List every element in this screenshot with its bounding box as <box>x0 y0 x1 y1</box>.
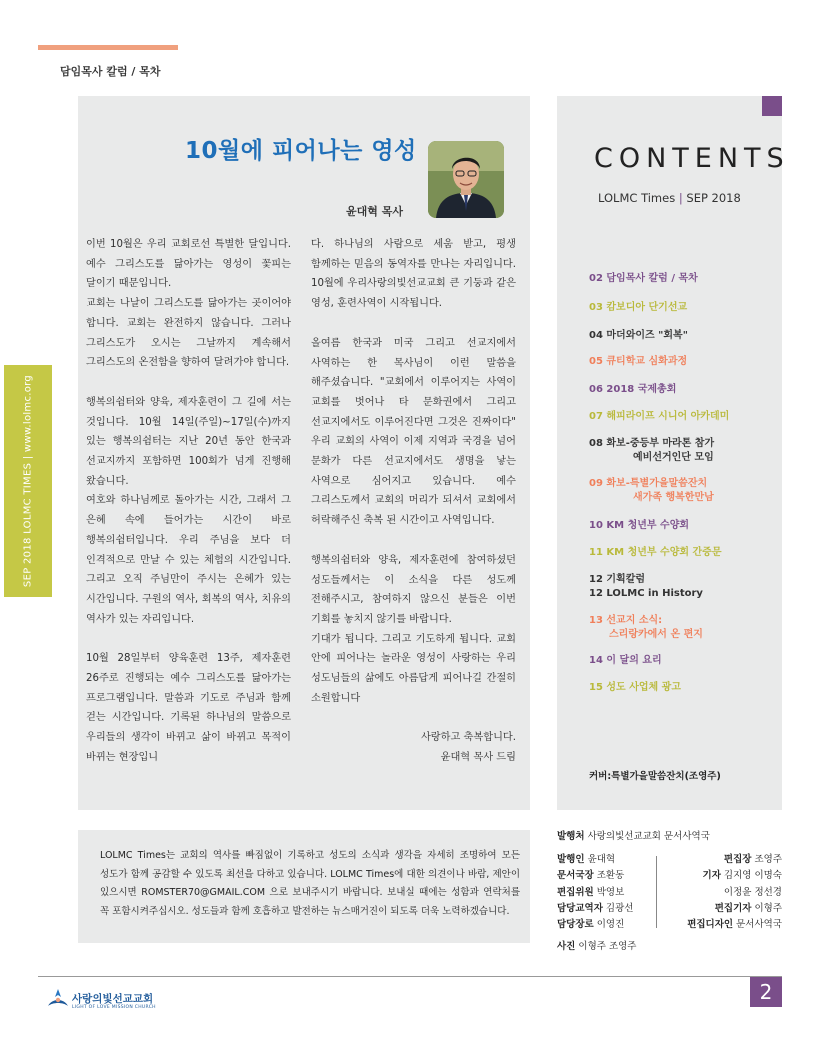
staff-role: 편집디자인 <box>687 919 734 931</box>
contents-item-title: 02 담임목사 칼럼 / 목차 <box>589 273 698 284</box>
photo-credit <box>557 938 636 952</box>
staff-row <box>668 868 782 884</box>
staff-name: 윤대혁 <box>587 854 616 865</box>
staff-role: 담당장로 <box>557 919 594 931</box>
staff-left <box>557 852 633 933</box>
staff-name: 조환동 <box>596 870 625 882</box>
church-logo-subtext: LIGHT OF LOVE MISSION CHURCH <box>72 1005 156 1010</box>
photo-credit-label: 사진 <box>557 941 576 952</box>
contents-item-title: 06 2018 국제총회 <box>589 384 677 395</box>
staff-row <box>557 917 633 933</box>
page-number: 2 <box>750 977 782 1007</box>
staff-name: 문서사역국 <box>736 919 782 931</box>
staff-role: 기자 <box>702 870 721 882</box>
contents-item <box>589 573 703 601</box>
contents-item <box>589 681 681 695</box>
contents-item-subtitle: 스리랑카에서 온 편지 <box>609 629 703 640</box>
footer-rule <box>38 976 782 977</box>
staff-name: 이형주 <box>754 902 782 914</box>
contents-item-subtitle: 예비선거인단 모임 <box>633 452 714 463</box>
paragraph: 행복의쉼터와 양육, 제자훈련이 그 길에 서는 것입니다. 10월 14일(주일)~17일(수)까지 있는 행복의쉼터는 지난 20년 동안 한국과 선교지까지 포함하면 100회가 넘게 진행해 왔습니다. <box>86 396 291 487</box>
column-author: 윤대혁 목사 <box>346 205 403 218</box>
cover-credit: 커버:특별가을말씀잔치(조영주) <box>589 771 721 782</box>
contents-item <box>589 355 687 369</box>
contents-item-title: 12 기획칼럼 <box>589 574 646 585</box>
paragraph: 10월 28일부터 양육훈련 13주, 제자훈련 26주로 진행되는 예수 그리스도를 닮아가는 프로그램입니다. 말씀과 기도로 주님과 함께 걷는 시간입니다. 기록된 하나님의 말씀으로 우리들의 생각이 바뀌고 삶이 바뀌고 목적이 바뀌는 현장입니 <box>86 653 291 763</box>
staff-row <box>668 852 782 868</box>
staff-divider <box>656 856 657 928</box>
closing-signature: 윤대혁 목사 드림 <box>440 752 516 764</box>
staff-row <box>557 901 633 917</box>
contents-item-subtitle: 12 LOLMC in History <box>589 588 703 599</box>
contents-item <box>589 477 714 505</box>
paragraph: 기대가 됩니다. 그리고 기도하게 됩니다. 교회 안에 피어나는 놀라운 영성이 사랑하는 우리 성도님들의 삶에도 아름답게 피어나길 간절히 소원합니다 <box>311 633 516 704</box>
staff-role: 발행인 <box>557 854 585 865</box>
photo-credit-value: 이형주 조영주 <box>578 941 637 952</box>
contents-item <box>589 614 703 642</box>
contents-item-title: 11 KM 청년부 수양회 간증문 <box>589 547 722 558</box>
side-tab-text: SEP 2018 LOLMC TIMES | www.lolmc.org <box>22 374 34 588</box>
contents-item <box>589 329 688 343</box>
staff-row <box>668 885 782 901</box>
staff-name: 이정윤 정선경 <box>723 886 782 898</box>
column-body-left <box>86 235 291 768</box>
staff-right <box>668 852 782 933</box>
staff-row <box>668 901 782 917</box>
column-title: 10월에 피어나는 영성 <box>185 138 417 164</box>
contents-item <box>589 301 687 315</box>
publisher-line <box>557 828 710 842</box>
paragraph: 교회는 나날이 그리스도를 닮아가는 곳이어야 합니다. 교회는 완전하지 않습니다. 그러나 그리스도가 오시는 그날까지 계속해서 그리스도의 온전함을 향하여 달려가야 합니다. <box>86 298 291 369</box>
contents-item <box>589 546 721 560</box>
staff-role: 편집장 <box>723 854 752 865</box>
staff-row <box>557 852 633 868</box>
contents-item <box>589 272 698 286</box>
staff-role: 문서국장 <box>557 870 594 882</box>
contents-item-title: 13 선교지 소식: <box>589 615 663 626</box>
side-tab <box>4 365 52 597</box>
publisher-value: 사랑의빛선교교회 문서사역국 <box>587 831 710 842</box>
paragraph: 이번 10월은 우리 교회로선 특별한 달입니다. 예수 그리스도를 닮아가는 영성이 꽃피는 달이기 때문입니다. <box>86 239 291 290</box>
contents-item <box>589 437 714 465</box>
staff-row <box>557 885 633 901</box>
publisher-label: 발행처 <box>557 831 585 842</box>
contents-item-title: 07 해피라이프 시니어 아카데미 <box>589 411 730 422</box>
paragraph: 올여름 한국과 미국 그리고 선교지에서 사역하는 한 목사님이 이런 말씀을 해주셨습니다. "교회에서 이루어지는 사역이 교회를 벗어나 타 문화권에서 그리고 선교지에서도 이루어진다면 그것은 진짜이다" 우리 교회의 사역이 이제 지역과 국경을 넘어 문화가 다른 선교지에서도 생명을 낳는 사역으로 심어지고 있습니다. 예수 그리스도께서 교회의 머리가 되셔서 교회에서 허락해주신 축복 된 시간이고 사역입니다. <box>311 337 516 527</box>
subtitle-separator: | <box>678 191 683 205</box>
staff-name: 조영주 <box>754 854 782 865</box>
contents-subtitle <box>598 191 741 205</box>
staff-name: 김지영 이명숙 <box>723 870 782 882</box>
church-logo-text: 사랑의빛선교교회 <box>72 993 154 1005</box>
paragraph: 다. 하나님의 사람으로 세움 받고, 평생 함께하는 믿음의 동역자를 만나는 자리입니다. 10월에 우리사랑의빛선교교회 큰 기둥과 같은 영성, 훈련사역이 시작됩니다. <box>311 239 516 310</box>
top-accent-bar <box>38 45 178 50</box>
staff-name: 박영보 <box>596 886 625 898</box>
contents-item-title: 04 마더와이즈 "회복" <box>589 330 688 341</box>
contents-item-title: 10 KM 청년부 수양회 <box>589 520 690 531</box>
contents-item-title: 03 캄보디아 단기선교 <box>589 302 688 313</box>
staff-role: 편집기자 <box>714 902 752 914</box>
staff-name: 김광선 <box>605 902 634 914</box>
staff-row <box>557 868 633 884</box>
contents-item-title: 14 이 달의 요리 <box>589 655 662 666</box>
contents-title: CONTENTS <box>594 143 790 174</box>
staff-name: 이영진 <box>596 919 625 931</box>
contents-item-title: 05 큐티학교 심화과정 <box>589 356 688 367</box>
contents-item <box>589 654 662 668</box>
contents-item <box>589 383 676 397</box>
contents-item-title: 08 화보-중등부 마라톤 참가 <box>589 438 715 449</box>
contents-item-title: 15 성도 사업체 광고 <box>589 682 681 693</box>
church-logo-icon <box>46 988 70 1014</box>
paragraph: 행복의쉼터와 양육, 제자훈련에 참여하셨던 성도들께서는 이 소식을 다른 성도께 전해주시고, 참여하지 않으신 분들은 이번 기회를 놓치지 않기를 바랍니다. <box>311 554 516 625</box>
info-text: LOLMC Times는 교회의 역사를 빠짐없이 기록하고 성도의 소식과 생각을 자세히 조명하여 모든 성도가 함께 공감할 수 있도록 최선을 다하고 있습니다. LOLMC Times에 대한 의견이나 바람, 제안이 있으시면 ROMSTER70@GMAIL.COM 으로 보내주시기 바랍니다. 보내실 때에는 성함과 연락처를 꼭 포함시켜주십시오. 성도들과 함께 호흡하고 발전하는 뉴스매거진이 되도록 더욱 노력하겠습니다. <box>100 850 520 917</box>
author-photo <box>428 141 504 218</box>
contents-item-subtitle: 새가족 행복한만남 <box>633 492 714 503</box>
staff-role: 편집위원 <box>557 886 594 898</box>
contents-item-title: 09 화보-특별가을말씀잔치 <box>589 478 708 489</box>
column-body-right <box>311 235 516 768</box>
contents-item <box>589 519 689 533</box>
section-label: 담임목사 칼럼 / 목차 <box>60 65 161 78</box>
staff-row <box>668 917 782 933</box>
contents-accent-square <box>762 96 782 116</box>
contents-item <box>589 410 729 424</box>
paragraph: 여호와 하나님께로 돌아가는 시간, 그래서 그 은혜 속에 들어가는 시간이 바로 행복의쉼터입니다. 우리 주님을 보다 더 인격적으로 만날 수 있는 체험의 시간입니다. 그리고 오직 주님만이 주시는 은혜가 있는 시간입니다. 구원의 역사, 회복의 역사, 치유의 역사가 있는 자리입니다. <box>86 495 291 625</box>
issue-date: SEP 2018 <box>686 191 741 205</box>
closing-greeting: 사랑하고 축복합니다. <box>420 732 516 744</box>
publication-name: LOLMC Times <box>598 191 676 205</box>
staff-role: 담당교역자 <box>557 902 603 914</box>
